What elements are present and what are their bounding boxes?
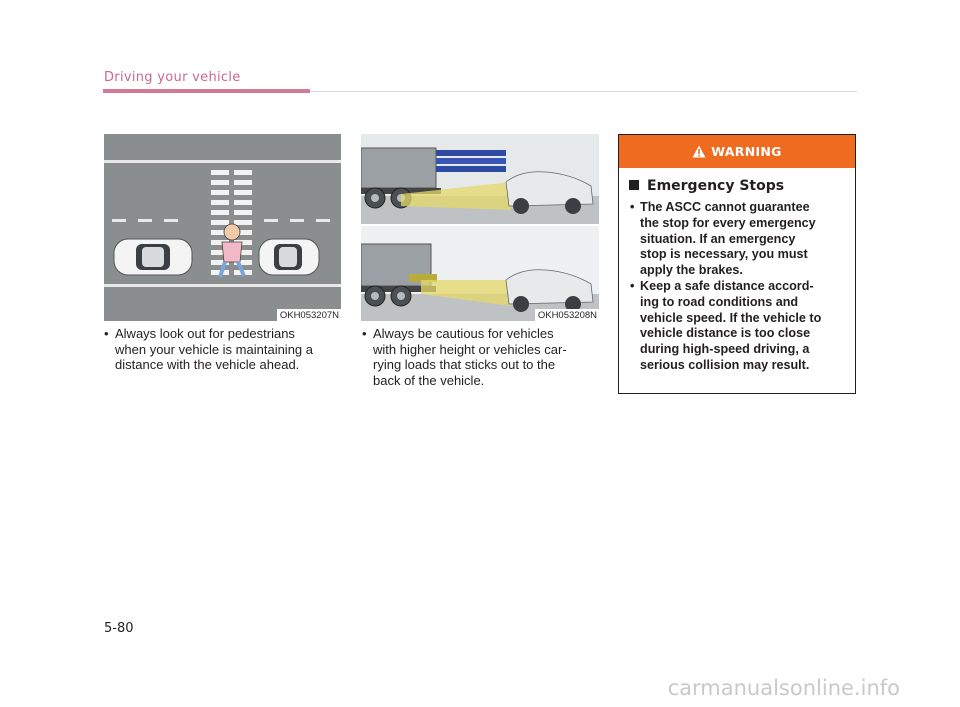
warning-title-text: Emergency Stops xyxy=(647,178,785,194)
black-square-icon xyxy=(629,180,639,190)
warning-list xyxy=(630,200,847,374)
section-title: Driving your vehicle xyxy=(104,70,241,85)
bullet-line: • Always be cautious for vehicles xyxy=(362,326,599,342)
warning-line: • The ASCC cannot guarantee xyxy=(630,200,847,216)
bullet-pedestrians xyxy=(104,326,341,373)
figure-truck xyxy=(361,134,599,321)
warning-triangle-icon xyxy=(692,145,706,158)
crosswalk-illustration xyxy=(104,134,341,321)
truck-illustration xyxy=(361,134,599,321)
warning-line: vehicle distance is too close xyxy=(640,326,811,341)
bullet-line: with higher height or vehicles car- xyxy=(373,341,567,357)
watermark: carmanualsonline.info xyxy=(667,676,900,700)
warning-line: situation. If an emergency xyxy=(640,231,796,246)
bullet-line: back of the vehicle. xyxy=(373,372,485,388)
header-rule-accent xyxy=(103,89,310,93)
figure-crosswalk xyxy=(104,134,341,321)
warning-line: • Keep a safe distance accord- xyxy=(630,279,847,295)
bullet-line: rying loads that sticks out to the xyxy=(373,357,556,373)
bullet-high-vehicles xyxy=(362,326,599,388)
warning-label: WARNING xyxy=(711,144,782,159)
warning-item xyxy=(630,279,847,374)
warning-title xyxy=(629,178,855,194)
warning-line: serious collision may result. xyxy=(640,357,810,372)
warning-line: vehicle speed. If the vehicle to xyxy=(640,310,822,325)
figure-code: OKH053208N xyxy=(535,309,599,321)
page-number: 5-80 xyxy=(104,621,134,636)
warning-line: during high-speed driving, a xyxy=(640,342,810,357)
warning-item xyxy=(630,200,847,279)
header-rule-line xyxy=(310,91,857,92)
bullet-line: • Always look out for pedestrians xyxy=(104,326,341,342)
bullet-line: distance with the vehicle ahead. xyxy=(115,357,300,373)
bullet-line: when your vehicle is maintaining a xyxy=(115,341,313,357)
warning-header xyxy=(619,135,855,168)
figure-code: OKH053207N xyxy=(277,309,341,321)
warning-line: ing to road conditions and xyxy=(640,294,799,309)
warning-box xyxy=(618,134,856,394)
warning-line: stop is necessary, you must xyxy=(640,247,808,262)
warning-line: apply the brakes. xyxy=(640,263,743,278)
warning-line: the stop for every emergency xyxy=(640,215,816,230)
